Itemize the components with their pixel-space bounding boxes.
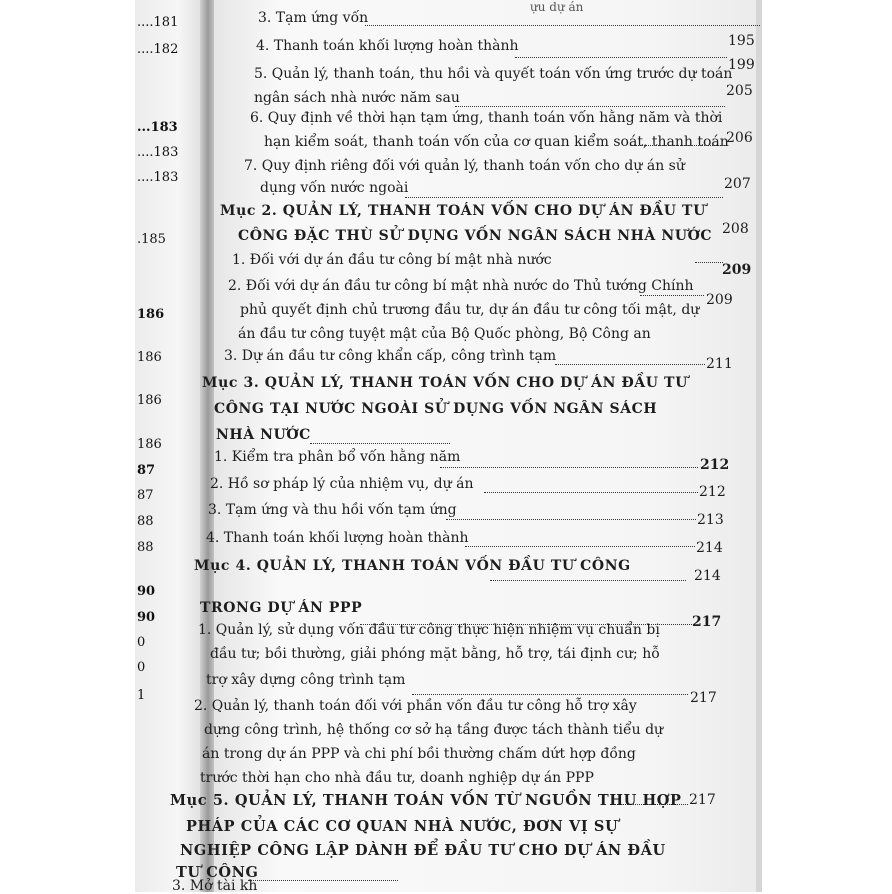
toc-entry-text: 3. Mở tài kh bbox=[172, 878, 258, 894]
toc-entry-text: 2. Hồ sơ pháp lý của nhiệm vụ, dự án bbox=[210, 476, 474, 492]
toc-page-number: 213 bbox=[697, 512, 724, 528]
toc-entry-text: ngân sách nhà nước năm sau bbox=[254, 90, 460, 106]
leader-dots bbox=[446, 519, 696, 520]
toc-entry-text: hạn kiểm soát, thanh toán vốn của cơ quan kiểm soát, thanh toán bbox=[264, 134, 729, 150]
section-heading: Mục 2. QUẢN LÝ, THANH TOÁN VỐN CHO DỰ ÁN ĐẦU TƯ bbox=[220, 203, 706, 219]
leader-dots bbox=[455, 106, 725, 107]
leader-dots bbox=[640, 295, 704, 296]
toc-entry-text: 3. Tạm ứng và thu hồi vốn tạm ứng bbox=[208, 502, 457, 518]
toc-entry-text: trợ xây dựng công trình tạm bbox=[206, 672, 406, 688]
section-heading: TRONG DỰ ÁN PPP bbox=[200, 600, 363, 616]
left-page-number: 88 bbox=[137, 514, 154, 529]
toc-entry-text: 3. Dự án đầu tư công khẩn cấp, công trình tạm bbox=[224, 348, 557, 364]
toc-entry-text: 3. Tạm ứng vốn bbox=[258, 10, 369, 26]
section-heading: CÔNG TẠI NƯỚC NGOÀI SỬ DỤNG VỐN NGÂN SÁCH bbox=[214, 401, 658, 417]
toc-page-number: 214 bbox=[694, 568, 721, 584]
left-page-number: 186 bbox=[137, 307, 165, 322]
left-page-number: ....182 bbox=[137, 42, 179, 57]
section-heading: NHÀ NƯỚC bbox=[216, 427, 311, 443]
left-page-number: 0 bbox=[137, 635, 146, 650]
leader-dots bbox=[630, 145, 725, 146]
left-page-number: 87 bbox=[137, 463, 156, 478]
leader-dots bbox=[515, 57, 727, 58]
toc-page-number: 199 bbox=[728, 57, 755, 73]
toc-page-number: 217 bbox=[689, 792, 716, 808]
leader-dots bbox=[555, 364, 705, 365]
left-page-number: ...183 bbox=[137, 120, 178, 135]
toc-page-number: 214 bbox=[696, 540, 723, 556]
toc-page-number: 208 bbox=[722, 221, 749, 237]
page-edge bbox=[756, 0, 762, 892]
section-heading: NGHIỆP CÔNG LẬP DÀNH ĐỂ ĐẦU TƯ CHO DỰ ÁN ĐẦU bbox=[180, 842, 666, 859]
toc-entry-text: phủ quyết định chủ trương đầu tư, dự án đầu tư công tối mật, dự bbox=[240, 302, 700, 318]
leader-dots bbox=[465, 546, 695, 547]
toc-entry-text: trước thời hạn cho nhà đầu tư, doanh nghiệp dự án PPP bbox=[200, 770, 594, 786]
leader-dots bbox=[484, 492, 698, 493]
toc-page-number: 195 bbox=[728, 33, 755, 49]
leader-dots bbox=[695, 262, 723, 263]
toc-entry-text: án trong dự án PPP và chi phí bồi thường chấm dứt hợp đồng bbox=[202, 746, 636, 762]
toc-page-number: 211 bbox=[706, 356, 733, 372]
toc-entry-text: dụng vốn nước ngoài bbox=[260, 180, 409, 196]
toc-entry-text: án đầu tư công tuyệt mật của Bộ Quốc phòng, Bộ Công an bbox=[238, 326, 651, 342]
toc-page-number: 206 bbox=[726, 130, 753, 146]
toc-page-number: 209 bbox=[706, 292, 733, 308]
toc-page-number: 207 bbox=[724, 176, 751, 192]
left-page-number: 88 bbox=[137, 540, 154, 555]
section-heading: Mục 5. QUẢN LÝ, THANH TOÁN VỐN TỪ NGUỒN THU HỢP bbox=[170, 792, 682, 809]
toc-entry-text: 5. Quản lý, thanh toán, thu hồi và quyết toán vốn ứng trước dự toán bbox=[254, 66, 733, 82]
left-page-number: 1 bbox=[137, 688, 146, 703]
left-page-number: .185 bbox=[137, 232, 166, 247]
toc-entry-text: 7. Quy định riêng đối với quản lý, thanh toán vốn cho dự án sử bbox=[244, 158, 685, 174]
section-heading: PHÁP CỦA CÁC CƠ QUAN NHÀ NƯỚC, ĐƠN VỊ SỰ bbox=[186, 818, 619, 835]
toc-page-number: 212 bbox=[700, 457, 730, 473]
left-page-number: ....183 bbox=[137, 145, 179, 160]
section-heading: Mục 3. QUẢN LÝ, THANH TOÁN VỐN CHO DỰ ÁN ĐẦU TƯ bbox=[202, 375, 688, 391]
section-heading: Mục 4. QUẢN LÝ, THANH TOÁN VỐN ĐẦU TƯ CÔNG bbox=[194, 558, 631, 574]
leader-dots bbox=[365, 25, 760, 26]
section-heading: CÔNG ĐẶC THÙ SỬ DỤNG VỐN NGÂN SÁCH NHÀ NƯỚC bbox=[238, 228, 713, 244]
left-page-number: 186 bbox=[137, 350, 162, 365]
left-page-number: 186 bbox=[137, 393, 162, 408]
leader-dots bbox=[440, 467, 698, 468]
toc-entry-text: 2. Quản lý, thanh toán đối với phần vốn đầu tư công hỗ trợ xây bbox=[194, 698, 637, 714]
toc-entry-text: 1. Kiểm tra phân bổ vốn hằng năm bbox=[214, 449, 461, 465]
left-page-number: 186 bbox=[137, 437, 162, 452]
toc-page-number: 212 bbox=[699, 484, 726, 500]
toc-page-number: 209 bbox=[722, 262, 752, 278]
toc-entry-text: 6. Quy định về thời hạn tạm ứng, thanh toán vốn hằng năm và thời bbox=[250, 110, 723, 126]
toc-entry-text: 1. Đối với dự án đầu tư công bí mật nhà nước bbox=[232, 252, 552, 268]
toc-entry-text: 4. Thanh toán khối lượng hoàn thành bbox=[206, 530, 469, 546]
toc-page-number: 217 bbox=[692, 614, 722, 630]
left-page-number: ....183 bbox=[137, 170, 179, 185]
toc-entry-text: đầu tư; bồi thường, giải phóng mặt bằng, hỗ trợ, tái định cư; hỗ bbox=[210, 646, 660, 662]
leader-dots bbox=[310, 443, 450, 444]
toc-entry-text: dựng công trình, hệ thống cơ sở hạ tầng được tách thành tiểu dự bbox=[204, 722, 664, 738]
left-page-number: 0 bbox=[137, 660, 146, 675]
leader-dots bbox=[405, 197, 723, 198]
left-page-number: 87 bbox=[137, 488, 154, 503]
leader-dots bbox=[490, 580, 686, 581]
left-page-number: 90 bbox=[137, 610, 156, 625]
section-heading: TƯ CÔNG bbox=[176, 864, 259, 881]
toc-page-number: 205 bbox=[726, 83, 753, 99]
left-page-number: 90 bbox=[137, 584, 156, 599]
toc-entry-text: 1. Quản lý, sử dụng vốn đầu tư công thực hiện nhiệm vụ chuẩn bị bbox=[198, 622, 660, 638]
top-fragment: ựu dự án bbox=[530, 0, 584, 14]
toc-page-number: 217 bbox=[690, 690, 717, 706]
toc-entry-text: 4. Thanh toán khối lượng hoàn thành bbox=[256, 38, 519, 54]
left-page-number: ....181 bbox=[137, 15, 179, 30]
leader-dots bbox=[248, 880, 398, 881]
leader-dots bbox=[412, 694, 688, 695]
toc-entry-text: 2. Đối với dự án đầu tư công bí mật nhà nước do Thủ tướng Chính bbox=[228, 278, 694, 294]
